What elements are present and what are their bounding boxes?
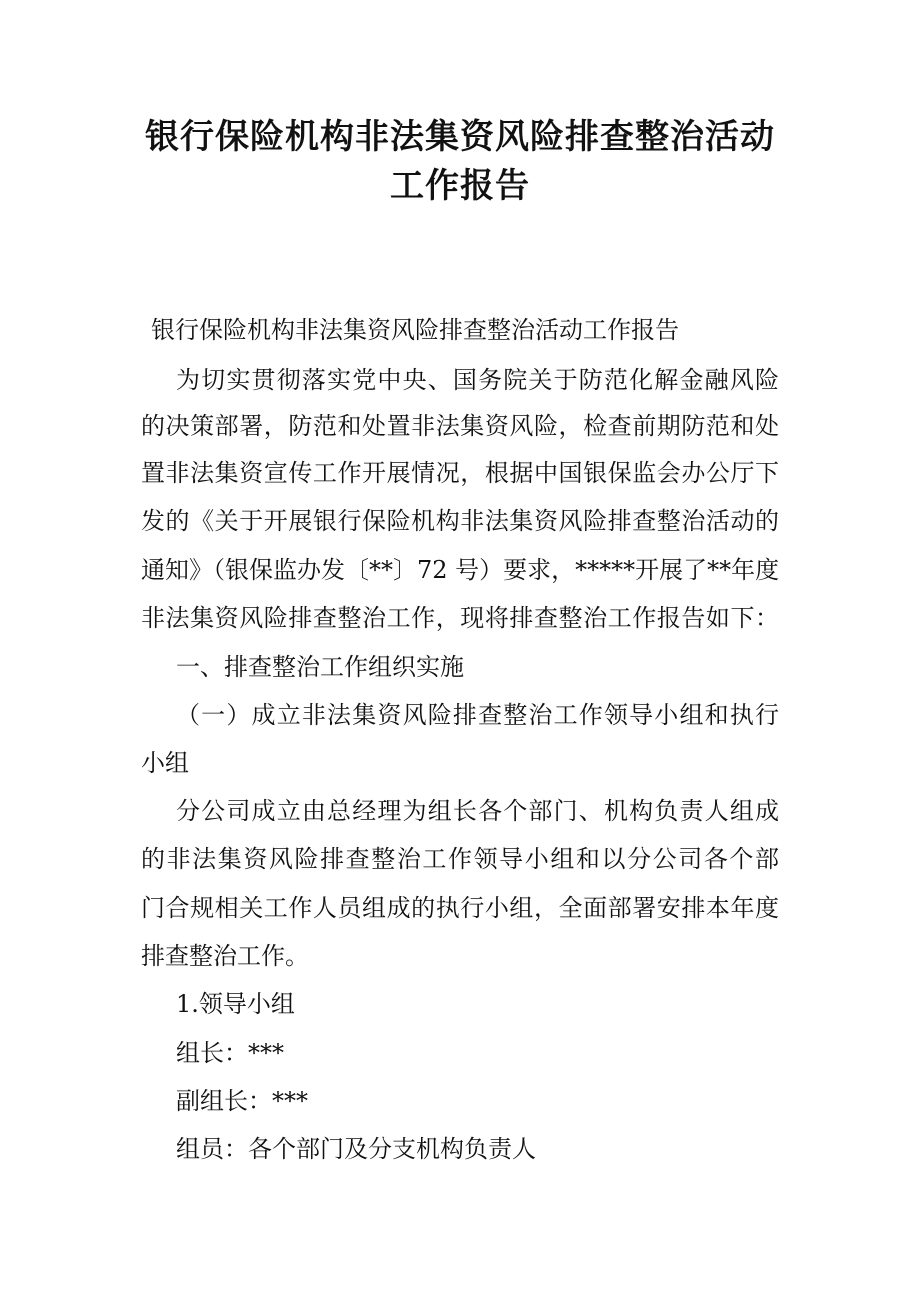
- paragraph-1-line-2: 的决策部署，防范和处置非法集资风险，检查前期防范和处: [141, 412, 779, 440]
- leader-line: 组长：***: [176, 1039, 284, 1067]
- paragraph-2-line-3: 门合规相关工作人员组成的执行小组，全面部署安排本年度: [141, 894, 779, 922]
- paragraph-1-line-6: 非法集资风险排查整治工作，现将排查整治工作报告如下：: [141, 604, 779, 632]
- paragraph-1-line-4: 发的《关于开展银行保险机构非法集资风险排查整治活动的: [141, 507, 779, 535]
- document-subtitle: 银行保险机构非法集资风险排查整治活动工作报告: [151, 316, 679, 344]
- document-title-line-2: 工作报告: [390, 166, 530, 206]
- deputy-leader-line: 副组长：***: [176, 1087, 308, 1115]
- paragraph-1-line-3: 置非法集资宣传工作开展情况，根据中国银保监会办公厅下: [141, 459, 779, 487]
- subsection-heading-1-line-2: 小组: [141, 749, 189, 777]
- paragraph-2-line-4: 排查整治工作。: [141, 942, 309, 970]
- subsection-heading-1-line-1: （一）成立非法集资风险排查整治工作领导小组和执行: [176, 701, 779, 729]
- list-item-leadership-group: 1.领导小组: [176, 990, 295, 1018]
- paragraph-1-line-1: 为切实贯彻落实党中央、国务院关于防范化解金融风险: [176, 366, 779, 394]
- paragraph-1-line-5: 通知》（银保监办发〔**〕72 号）要求，*****开展了**年度: [141, 556, 780, 584]
- paragraph-2-line-2: 的非法集资风险排查整治工作领导小组和以分公司各个部: [141, 845, 779, 873]
- section-heading-1: 一、排查整治工作组织实施: [176, 653, 464, 681]
- paragraph-2-line-1: 分公司成立由总经理为组长各个部门、机构负责人组成: [176, 797, 779, 825]
- document-title-line-1: 银行保险机构非法集资风险排查整治活动: [145, 117, 775, 157]
- members-line: 组员：各个部门及分支机构负责人: [176, 1135, 536, 1163]
